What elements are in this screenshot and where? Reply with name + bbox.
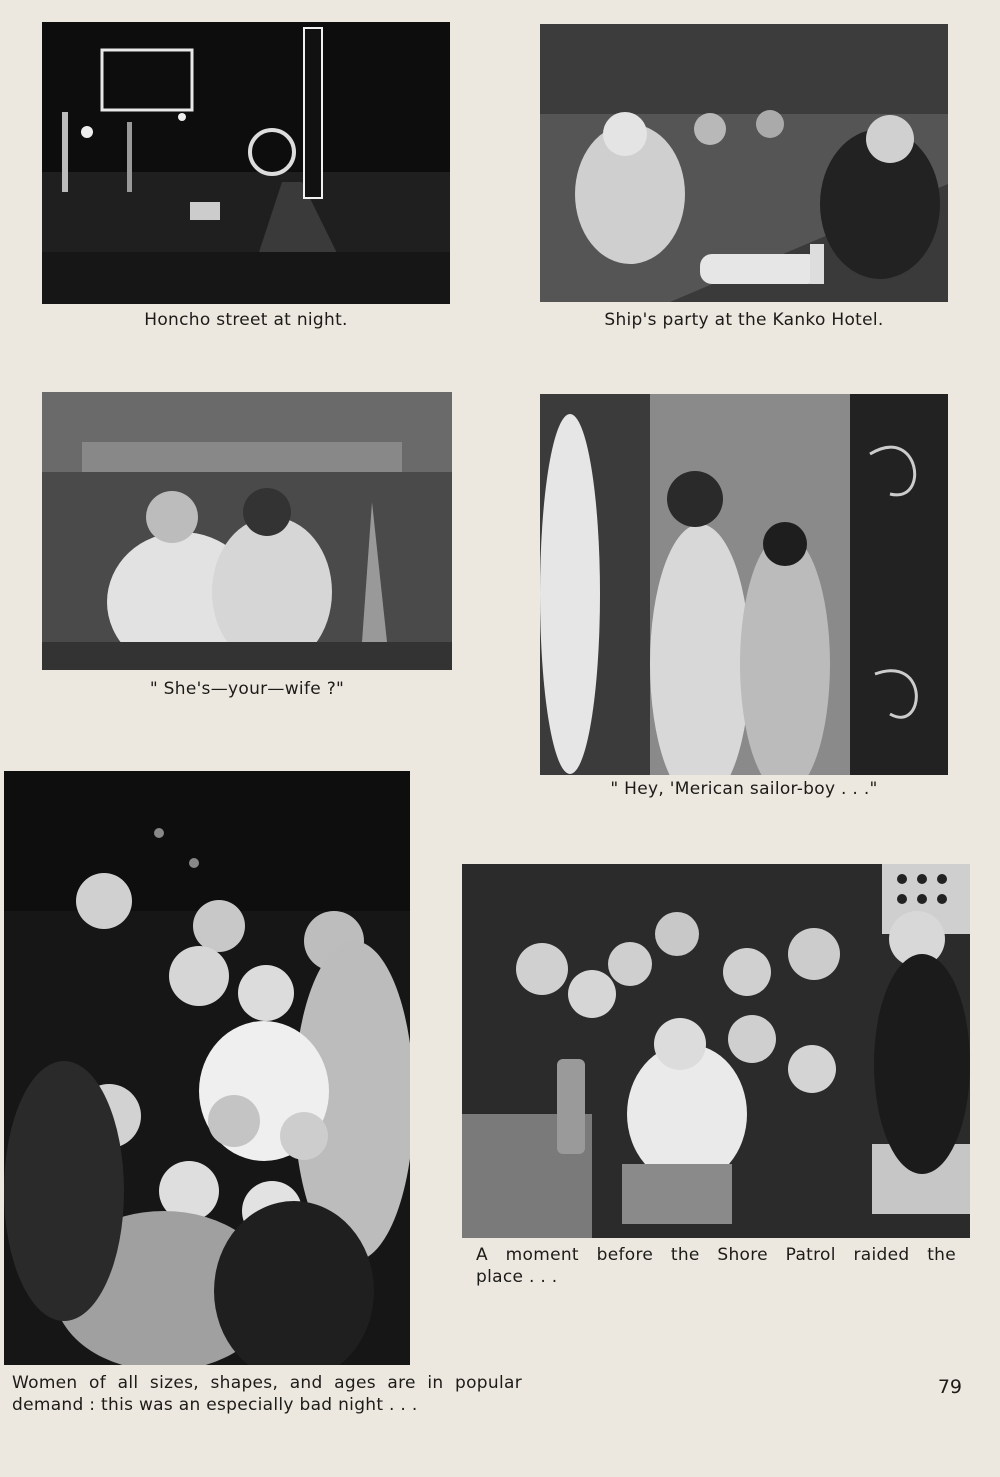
photo-honcho-street	[42, 22, 450, 304]
photo-ships-party	[540, 24, 948, 302]
photo-sailor-boy	[540, 394, 948, 775]
caption-ships-party: Ship's party at the Kanko Hotel.	[604, 310, 884, 330]
photo-bad-night	[4, 771, 410, 1365]
photo-shore-patrol	[462, 864, 970, 1238]
photo-shes-your-wife	[42, 392, 452, 670]
caption-sailor-boy: " Hey, 'Merican sailor-boy . . ."	[610, 779, 878, 799]
caption-shore-patrol-line-1: A moment before the Shore Patrol raided the	[476, 1245, 956, 1265]
caption-bad-night-line-1: Women of all sizes, shapes, and ages are in popular	[12, 1373, 522, 1393]
caption-honcho-street: Honcho street at night.	[144, 310, 348, 330]
page-number: 79	[937, 1376, 962, 1398]
caption-shore-patrol	[476, 1244, 956, 1288]
caption-shes-your-wife: " She's—your—wife ?"	[149, 679, 345, 699]
caption-bad-night-line-2: demand : this was an especially bad night . . .	[12, 1395, 418, 1415]
caption-bad-night	[12, 1372, 522, 1416]
caption-shore-patrol-line-2: place . . .	[476, 1267, 558, 1287]
